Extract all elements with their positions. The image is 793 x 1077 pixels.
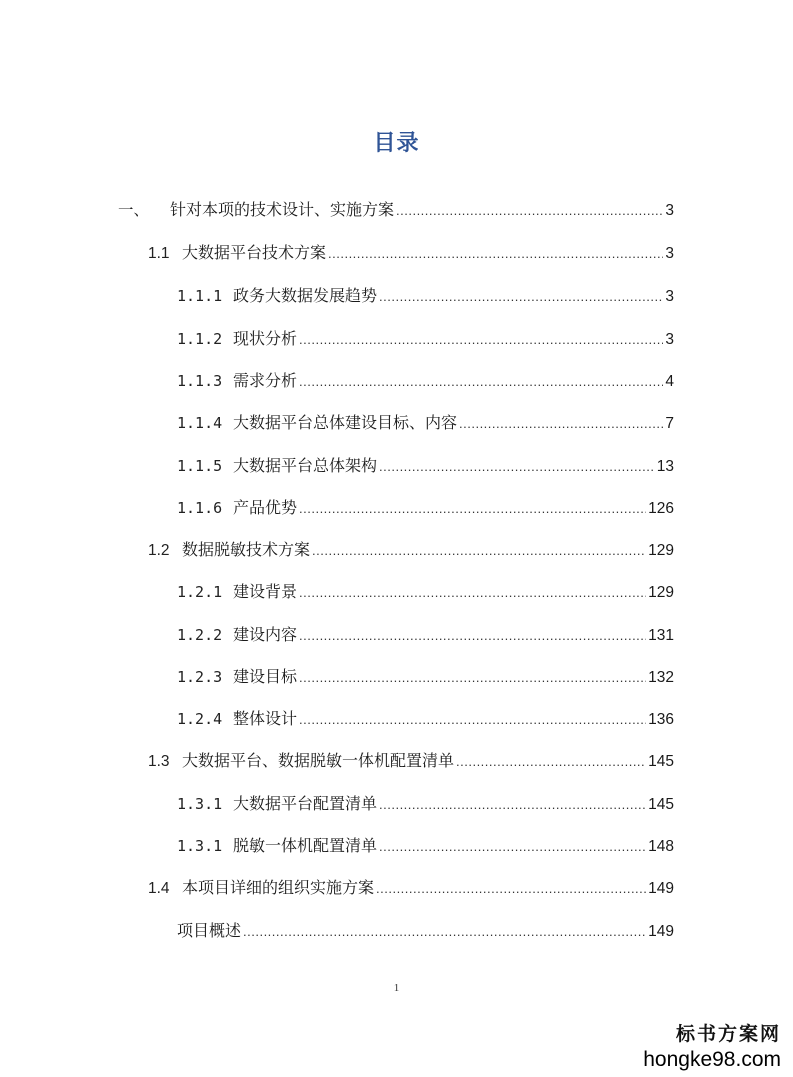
toc-entry-number: 1.2	[148, 542, 170, 559]
toc-entry-leader	[396, 198, 663, 224]
toc-entry-number: 1.3.1	[177, 837, 223, 855]
toc-entry-text: 建设目标	[233, 667, 298, 686]
toc-entry-number: 1.1.4	[177, 414, 223, 432]
toc-entry[interactable]	[177, 326, 674, 352]
toc-entry-leader	[243, 919, 646, 945]
page-footer-number: 1	[393, 982, 400, 994]
toc-entry-text: 项目概述	[177, 921, 242, 940]
toc-entry-leader	[299, 623, 646, 649]
toc-entry-number: 1.1.5	[177, 457, 223, 475]
toc-entry-page: 7	[665, 415, 674, 432]
toc-entry-page: 3	[665, 202, 674, 219]
toc-entry-leader	[379, 792, 646, 818]
toc-entry-page: 3	[665, 331, 674, 348]
toc-entry-text: 大数据平台总体架构	[233, 456, 378, 475]
toc-entry-number: 1.2.1	[177, 583, 223, 601]
toc-entry-leader	[312, 538, 646, 564]
toc-entry-leader	[379, 454, 655, 480]
toc-entry[interactable]	[118, 197, 674, 223]
toc-entry[interactable]	[177, 368, 674, 394]
toc-entry-leader	[379, 284, 663, 310]
toc-entry-number: 1.1	[148, 245, 170, 262]
toc-entry-page: 149	[648, 923, 674, 940]
toc-entry-number: 1.1.2	[177, 330, 223, 348]
toc-entry-page: 149	[648, 880, 674, 897]
toc-entry[interactable]	[177, 453, 674, 479]
toc-entry-page: 131	[648, 627, 674, 644]
toc-entry-leader	[299, 580, 646, 606]
toc-entry[interactable]	[148, 748, 674, 774]
toc-entry[interactable]	[177, 622, 674, 648]
toc-entry-text: 大数据平台、数据脱敏一体机配置清单	[182, 751, 455, 770]
toc-entry-page: 132	[648, 669, 674, 686]
toc-entry-number: 1.2.4	[177, 710, 223, 728]
toc-entry[interactable]	[177, 918, 674, 944]
toc-entry-number: 1.1.1	[177, 287, 223, 305]
toc-entry-text: 政务大数据发展趋势	[233, 286, 378, 305]
toc-entry[interactable]	[177, 833, 674, 859]
toc-entry-leader	[459, 411, 663, 437]
toc-entry-page: 3	[665, 288, 674, 305]
toc-entry-page: 136	[648, 711, 674, 728]
toc-entry-text: 整体设计	[233, 709, 298, 728]
toc-entry[interactable]	[177, 579, 674, 605]
toc-entry-leader	[299, 496, 646, 522]
toc-entry[interactable]	[177, 495, 674, 521]
toc-entry[interactable]	[177, 410, 674, 436]
toc-entry-text: 产品优势	[233, 498, 298, 517]
toc-entry-page: 129	[648, 542, 674, 559]
toc-entry[interactable]	[177, 283, 674, 309]
toc-entry-page: 145	[648, 753, 674, 770]
toc-entry-number: 一、	[118, 202, 150, 219]
toc-entry-leader	[299, 327, 663, 353]
toc-entry-leader	[376, 876, 646, 902]
toc-entry-leader	[299, 665, 646, 691]
watermark-brand: 标书方案网	[675, 1023, 781, 1045]
toc-entry-number: 1.2.3	[177, 668, 223, 686]
toc-entry-number: 1.1.3	[177, 372, 223, 390]
toc-entry-text: 需求分析	[233, 371, 298, 390]
toc-entry-leader	[379, 834, 646, 860]
toc-entry-page: 145	[648, 796, 674, 813]
toc-title: 目录	[373, 131, 420, 156]
toc-entry-text: 脱敏一体机配置清单	[233, 836, 378, 855]
toc-entry-number: 1.2.2	[177, 626, 223, 644]
toc-entry-text: 现状分析	[233, 329, 298, 348]
toc-entry-leader	[299, 369, 663, 395]
toc-entry-text: 建设内容	[233, 625, 298, 644]
toc-entry-number: 1.3	[148, 753, 170, 770]
toc-entry[interactable]	[177, 664, 674, 690]
toc-entry-page: 13	[656, 458, 674, 475]
watermark	[621, 1021, 781, 1073]
toc-entry-page: 129	[648, 584, 674, 601]
toc-entry[interactable]	[148, 875, 674, 901]
toc-entry-number: 1.3.1	[177, 795, 223, 813]
toc-entry[interactable]	[177, 706, 674, 732]
toc-entry-text: 针对本项的技术设计、实施方案	[170, 200, 395, 219]
toc-entry-page: 3	[665, 245, 674, 262]
toc-entry[interactable]	[148, 240, 674, 266]
toc-entry-number: 1.4	[148, 880, 170, 897]
toc-entry-leader	[299, 707, 646, 733]
toc-entry-page: 148	[648, 838, 674, 855]
toc-entry-text: 建设背景	[233, 582, 298, 601]
toc-entry-text: 本项目详细的组织实施方案	[182, 878, 375, 897]
toc-entry-leader	[456, 749, 646, 775]
toc-entry-page: 4	[665, 373, 674, 390]
toc-entry-text: 大数据平台配置清单	[233, 794, 378, 813]
toc-entry-text: 数据脱敏技术方案	[182, 540, 311, 559]
toc-entry-number: 1.1.6	[177, 499, 223, 517]
toc-entry[interactable]	[148, 537, 674, 563]
toc-entry[interactable]	[177, 791, 674, 817]
watermark-url: hongke98.com	[643, 1048, 781, 1071]
toc-entry-text: 大数据平台技术方案	[182, 243, 327, 262]
toc-entry-page: 126	[648, 500, 674, 517]
toc-entry-text: 大数据平台总体建设目标、内容	[233, 413, 458, 432]
toc-entry-leader	[328, 241, 663, 267]
